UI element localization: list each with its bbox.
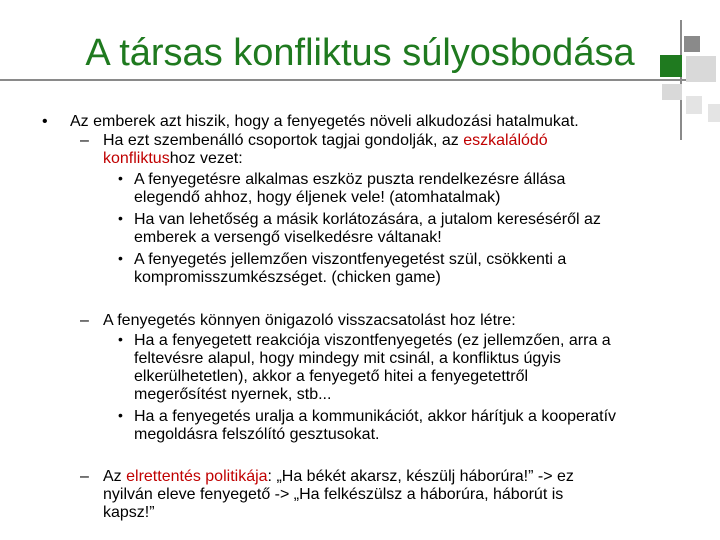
bullet-l2-2-text: A fenyegetés könnyen önigazoló visszacsatolást hoz létre: (103, 312, 516, 329)
decor-square-light-2 (662, 84, 682, 100)
bullet-l3-5-line1: Ha a fenyegetés uralja a kommunikációt, akkor hárítjuk a kooperatív (134, 408, 617, 425)
bullet-l3-2-marker: • (118, 210, 123, 226)
bullet-l3-4-line3: elkerülhetetlen), akkor a fenyegető hitei a fenyegetettről (134, 368, 529, 385)
bullet-l2-2-marker: – (80, 312, 89, 329)
bullet-l2-1-red-b: konfliktus (103, 150, 170, 167)
bullet-l2-3-text-b: : „Ha békét akarsz, készülj háborúra!” -> ez (267, 468, 574, 485)
bullet-l1-text: Az emberek azt hiszik, hogy a fenyegetés növeli alkudozási hatalmukat. (70, 113, 579, 130)
bullet-l2-3-red: elrettentés politikája (126, 468, 268, 485)
bullet-l3-4-line1: Ha a fenyegetett reakciója viszontfenyegetés (ez jellemzően, arra a (134, 332, 611, 349)
bullet-l2-3-line3: kapsz!” (103, 504, 155, 521)
bullet-l2-3-line1 (103, 468, 574, 486)
bullet-l2-1-marker: – (80, 132, 89, 149)
bullet-l3-1-line1: A fenyegetésre alkalmas eszköz puszta rendelkezésre állása (134, 171, 566, 188)
bullet-l2-1-red-a: eszkalálódó (463, 132, 548, 149)
bullet-l2-3-line2: nyilván eleve fenyegető -> „Ha felkészülsz a háborúra, háborút is (103, 486, 564, 503)
decor-square-light-4 (708, 104, 720, 122)
bullet-l2-1-line1 (103, 132, 548, 150)
bullet-l2-3-text-a: Az (103, 468, 127, 485)
bullet-l2-3-marker: – (80, 468, 89, 485)
slide-title: A társas konfliktus súlyosbodása (85, 32, 635, 74)
bullet-l3-1-marker: • (118, 170, 123, 186)
bullet-l3-1-line2: elegendő ahhoz, hogy éljenek vele! (atomhatalmak) (134, 189, 501, 206)
bullet-l3-4-line2: feltevésre alapul, hogy mindegy mit csinál, a konfliktus úgyis (134, 350, 561, 367)
title-underline (0, 79, 700, 81)
bullet-l3-5-marker: • (118, 407, 123, 423)
bullet-l3-3-line2: kompromisszumkészséget. (chicken game) (134, 269, 441, 286)
bullet-l3-2-line2: emberek a versengő viselkedésre váltanak! (134, 229, 442, 246)
bullet-marker: • (42, 113, 48, 130)
bullet-l2-1-text-a: Ha ezt szembenálló csoportok tagjai gondolják, az (103, 132, 464, 149)
bullet-l3-4-line4: megerősítést nyernek, stb... (134, 386, 332, 403)
decor-square-light-3 (686, 96, 702, 114)
bullet-l3-3-line1: A fenyegetés jellemzően viszontfenyegetést szül, csökkenti a (134, 251, 567, 268)
bullet-l3-5-line2: megoldásra felszólító gesztusokat. (134, 426, 380, 443)
bullet-l3-4-marker: • (118, 331, 123, 347)
bullet-l3-3-marker: • (118, 250, 123, 266)
bullet-l2-1-text-b: hoz vezet: (169, 150, 243, 167)
bullet-l2-1-line2 (103, 150, 243, 168)
bullet-l3-2-line1: Ha van lehetőség a másik korlátozására, a jutalom kereséséről az (134, 211, 601, 228)
